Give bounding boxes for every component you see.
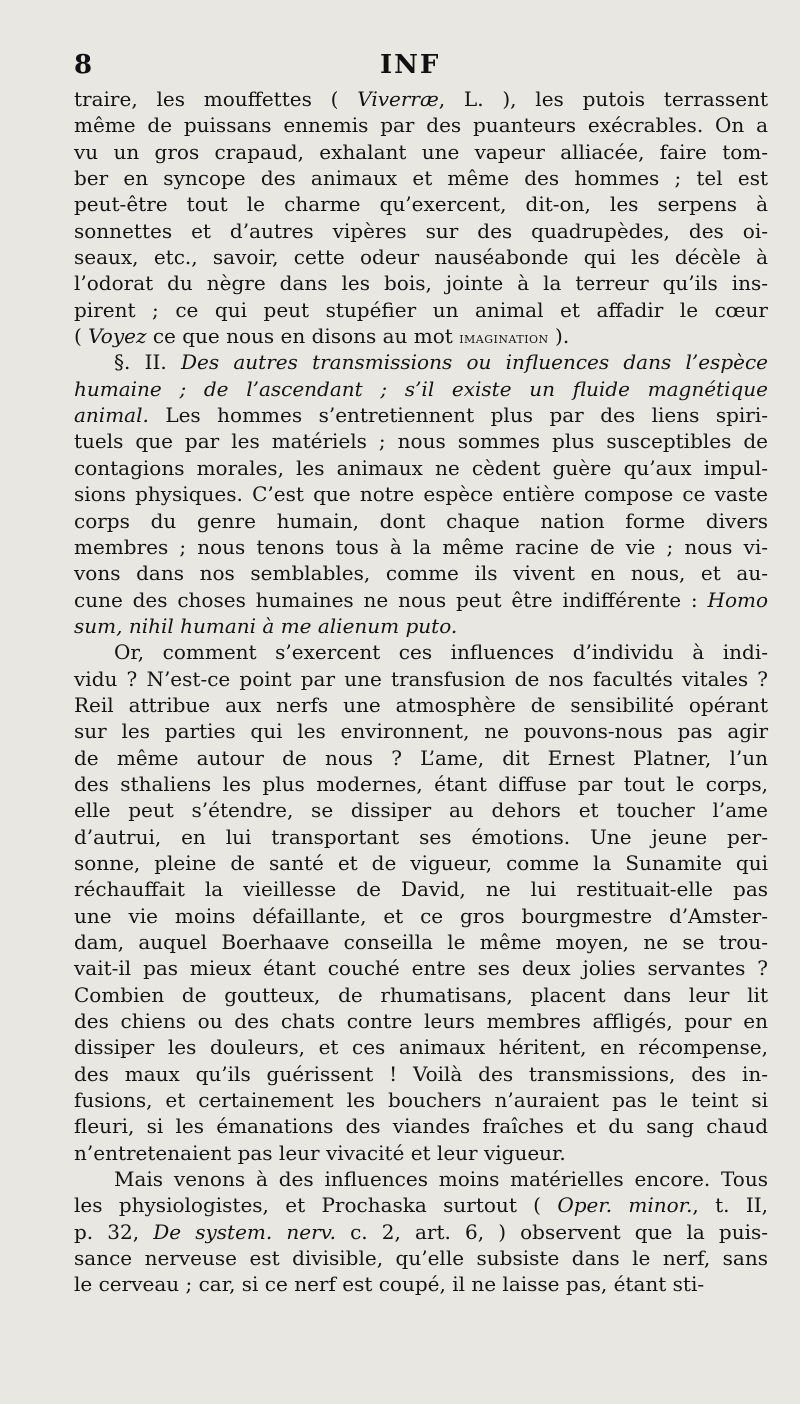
text-line xyxy=(74,455,768,481)
text-line xyxy=(74,244,768,270)
text-line xyxy=(74,745,768,771)
text-segment: de même autour de nous ? L’ame, dit Ernest Platner, l’un xyxy=(74,745,768,770)
text-line xyxy=(74,929,768,955)
text-line xyxy=(74,1166,768,1192)
text-segment: des sthaliens les plus modernes, étant diffuse par tout le corps, xyxy=(74,771,768,796)
text-line xyxy=(74,824,768,850)
text-line xyxy=(74,876,768,902)
text-segment: sions physiques. C’est que notre espèce entière compose ce vaste xyxy=(74,482,768,507)
text-line xyxy=(74,402,768,428)
text-segment: dissiper les douleurs, et ces animaux héritent, en récompense, xyxy=(74,1035,768,1060)
text-line xyxy=(74,955,768,981)
text-segment: une vie moins défaillante, et ce gros bourgmestre d’Amster- xyxy=(74,903,768,928)
text-line xyxy=(74,1245,768,1271)
text-line xyxy=(74,481,768,507)
text-segment: peut-être tout le charme qu’exercent, dit-on, les serpens à xyxy=(74,192,768,217)
text-segment: sonne, pleine de santé et de vigueur, comme la Sunamite qui xyxy=(74,850,768,875)
text-segment: Or, comment s’exercent ces influences d’individu à indi- xyxy=(114,640,768,665)
text-line xyxy=(74,850,768,876)
text-segment: le cerveau ; car, si ce nerf est coupé, il ne laisse pas, étant sti- xyxy=(74,1272,705,1297)
text-segment: sonnettes et d’autres vipères sur des quadrupèdes, des oi- xyxy=(74,218,768,243)
text-segment: dam, auquel Boerhaave conseilla le même moyen, ne se trou- xyxy=(74,930,768,954)
text-segment: animal. xyxy=(74,403,149,428)
text-line xyxy=(74,1271,768,1297)
text-segment: Oper. minor. xyxy=(557,1193,693,1218)
text-segment: sum, nihil humani à me alienum puto. xyxy=(74,613,458,638)
text-segment: des maux qu’ils guérissent ! Voilà des transmissions, des in- xyxy=(74,1061,768,1086)
text-segment: tuels que par les matériels ; nous sommes plus susceptibles de xyxy=(74,429,768,454)
text-segment: De system. nerv. xyxy=(153,1219,336,1244)
text-segment: Homo xyxy=(707,587,768,612)
text-segment: ). xyxy=(548,324,570,349)
text-segment: les physiologistes, et Prochaska surtout ( xyxy=(74,1193,558,1218)
text-line xyxy=(74,191,768,217)
text-line xyxy=(74,349,768,375)
text-line xyxy=(74,323,768,349)
text-segment: seaux, etc., savoir, cette odeur nauséabonde qui les décèle à xyxy=(74,245,768,270)
text-line xyxy=(74,139,768,165)
text-segment: Des autres transmissions ou influences dans l’espèce xyxy=(180,350,768,375)
text-line xyxy=(74,376,768,402)
text-line xyxy=(74,982,768,1008)
text-line xyxy=(74,587,768,613)
text-segment: réchauffait la vieillesse de David, ne lui restituait-elle pas xyxy=(74,877,768,902)
text-segment: des chiens ou des chats contre leurs membres affligés, pour en xyxy=(74,1009,768,1034)
text-segment: Reil attribue aux nerfs une atmosphère de sensibilité opérant xyxy=(74,692,768,717)
running-head: INF xyxy=(380,50,441,80)
text-segment: traire, les mouffettes ( xyxy=(74,87,358,111)
text-segment: corps du genre humain, dont chaque nation forme divers xyxy=(74,508,768,533)
text-segment: vons dans nos semblables, comme ils vivent en nous, et au- xyxy=(74,561,768,586)
text-segment: , L. ), les putois terrassent xyxy=(438,87,768,111)
text-line xyxy=(74,639,768,665)
text-line xyxy=(74,1140,768,1166)
text-line xyxy=(74,1192,768,1218)
text-segment: p. 32, xyxy=(74,1219,154,1244)
text-line xyxy=(74,1219,768,1245)
text-segment: Viverræ xyxy=(357,87,439,111)
text-segment: fusions, et certainement les bouchers n’auraient pas le teint si xyxy=(74,1088,768,1113)
text-segment: Voyez xyxy=(88,324,147,349)
text-segment: cune des choses humaines ne nous peut être indifférente : xyxy=(74,587,708,612)
text-segment: l’odorat du nègre dans les bois, jointe à la terreur qu’ils ins- xyxy=(74,271,768,296)
text-segment: sance nerveuse est divisible, qu’elle subsiste dans le nerf, sans xyxy=(74,1246,768,1271)
text-segment: contagions morales, les animaux ne cèdent guère qu’aux impul- xyxy=(74,455,768,480)
text-line xyxy=(74,1087,768,1113)
text-segment: Les hommes s’entretiennent plus par des liens spiri- xyxy=(148,403,768,428)
text-segment: imagination xyxy=(459,329,549,348)
text-segment: pirent ; ce qui peut stupéfier un animal et affadir le cœur xyxy=(74,297,768,322)
text-line xyxy=(74,1113,768,1139)
text-line xyxy=(74,1008,768,1034)
text-line xyxy=(74,771,768,797)
body-text xyxy=(74,86,768,1298)
text-segment: même de puissans ennemis par des puanteurs exécrables. On a xyxy=(74,113,768,138)
text-segment: ( xyxy=(74,324,89,349)
text-segment: ce que nous en disons au mot xyxy=(146,324,460,349)
text-segment: fleuri, si les émanations des viandes fraîches et du sang chaud xyxy=(74,1114,768,1139)
text-line xyxy=(74,797,768,823)
page-number: 8 xyxy=(74,50,93,80)
text-segment: §. II. xyxy=(114,350,181,375)
text-line xyxy=(74,112,768,138)
text-line xyxy=(74,560,768,586)
text-segment: Mais venons à des influences moins matérielles encore. Tous xyxy=(114,1167,768,1192)
text-segment: Combien de goutteux, de rhumatisans, placent dans leur lit xyxy=(74,982,768,1007)
text-segment: sur les parties qui les environnent, ne pouvons-nous pas agir xyxy=(74,719,768,744)
page-header xyxy=(74,50,754,90)
text-line xyxy=(74,534,768,560)
text-line xyxy=(74,508,768,534)
text-segment: , t. II, xyxy=(692,1193,768,1218)
text-line xyxy=(74,165,768,191)
text-segment: vidu ? N’est-ce point par une transfusion de nos facultés vitales ? xyxy=(74,666,768,691)
text-line xyxy=(74,718,768,744)
text-line xyxy=(74,692,768,718)
text-line xyxy=(74,86,768,112)
text-segment: c. 2, art. 6, ) observent que la puis- xyxy=(335,1219,769,1244)
text-line xyxy=(74,270,768,296)
text-segment: vait-il pas mieux étant couché entre ses deux jolies servantes ? xyxy=(74,956,768,981)
text-line xyxy=(74,428,768,454)
text-line xyxy=(74,297,768,323)
text-segment: humaine ; de l’ascendant ; s’il existe un fluide magnétique xyxy=(74,376,768,401)
text-segment: n’entretenaient pas leur vivacité et leur vigueur. xyxy=(74,1140,566,1165)
text-line xyxy=(74,903,768,929)
text-segment: vu un gros crapaud, exhalant une vapeur alliacée, faire tom- xyxy=(74,139,768,164)
text-line xyxy=(74,218,768,244)
text-segment: ber en syncope des animaux et même des hommes ; tel est xyxy=(74,166,768,191)
text-line xyxy=(74,1061,768,1087)
text-segment: d’autrui, en lui transportant ses émotions. Une jeune per- xyxy=(74,824,768,849)
text-line xyxy=(74,613,768,639)
text-segment: elle peut s’étendre, se dissiper au dehors et toucher l’ame xyxy=(74,798,768,823)
text-line xyxy=(74,1034,768,1060)
text-segment: membres ; nous tenons tous à la même racine de vie ; nous vi- xyxy=(74,534,768,559)
text-line xyxy=(74,666,768,692)
